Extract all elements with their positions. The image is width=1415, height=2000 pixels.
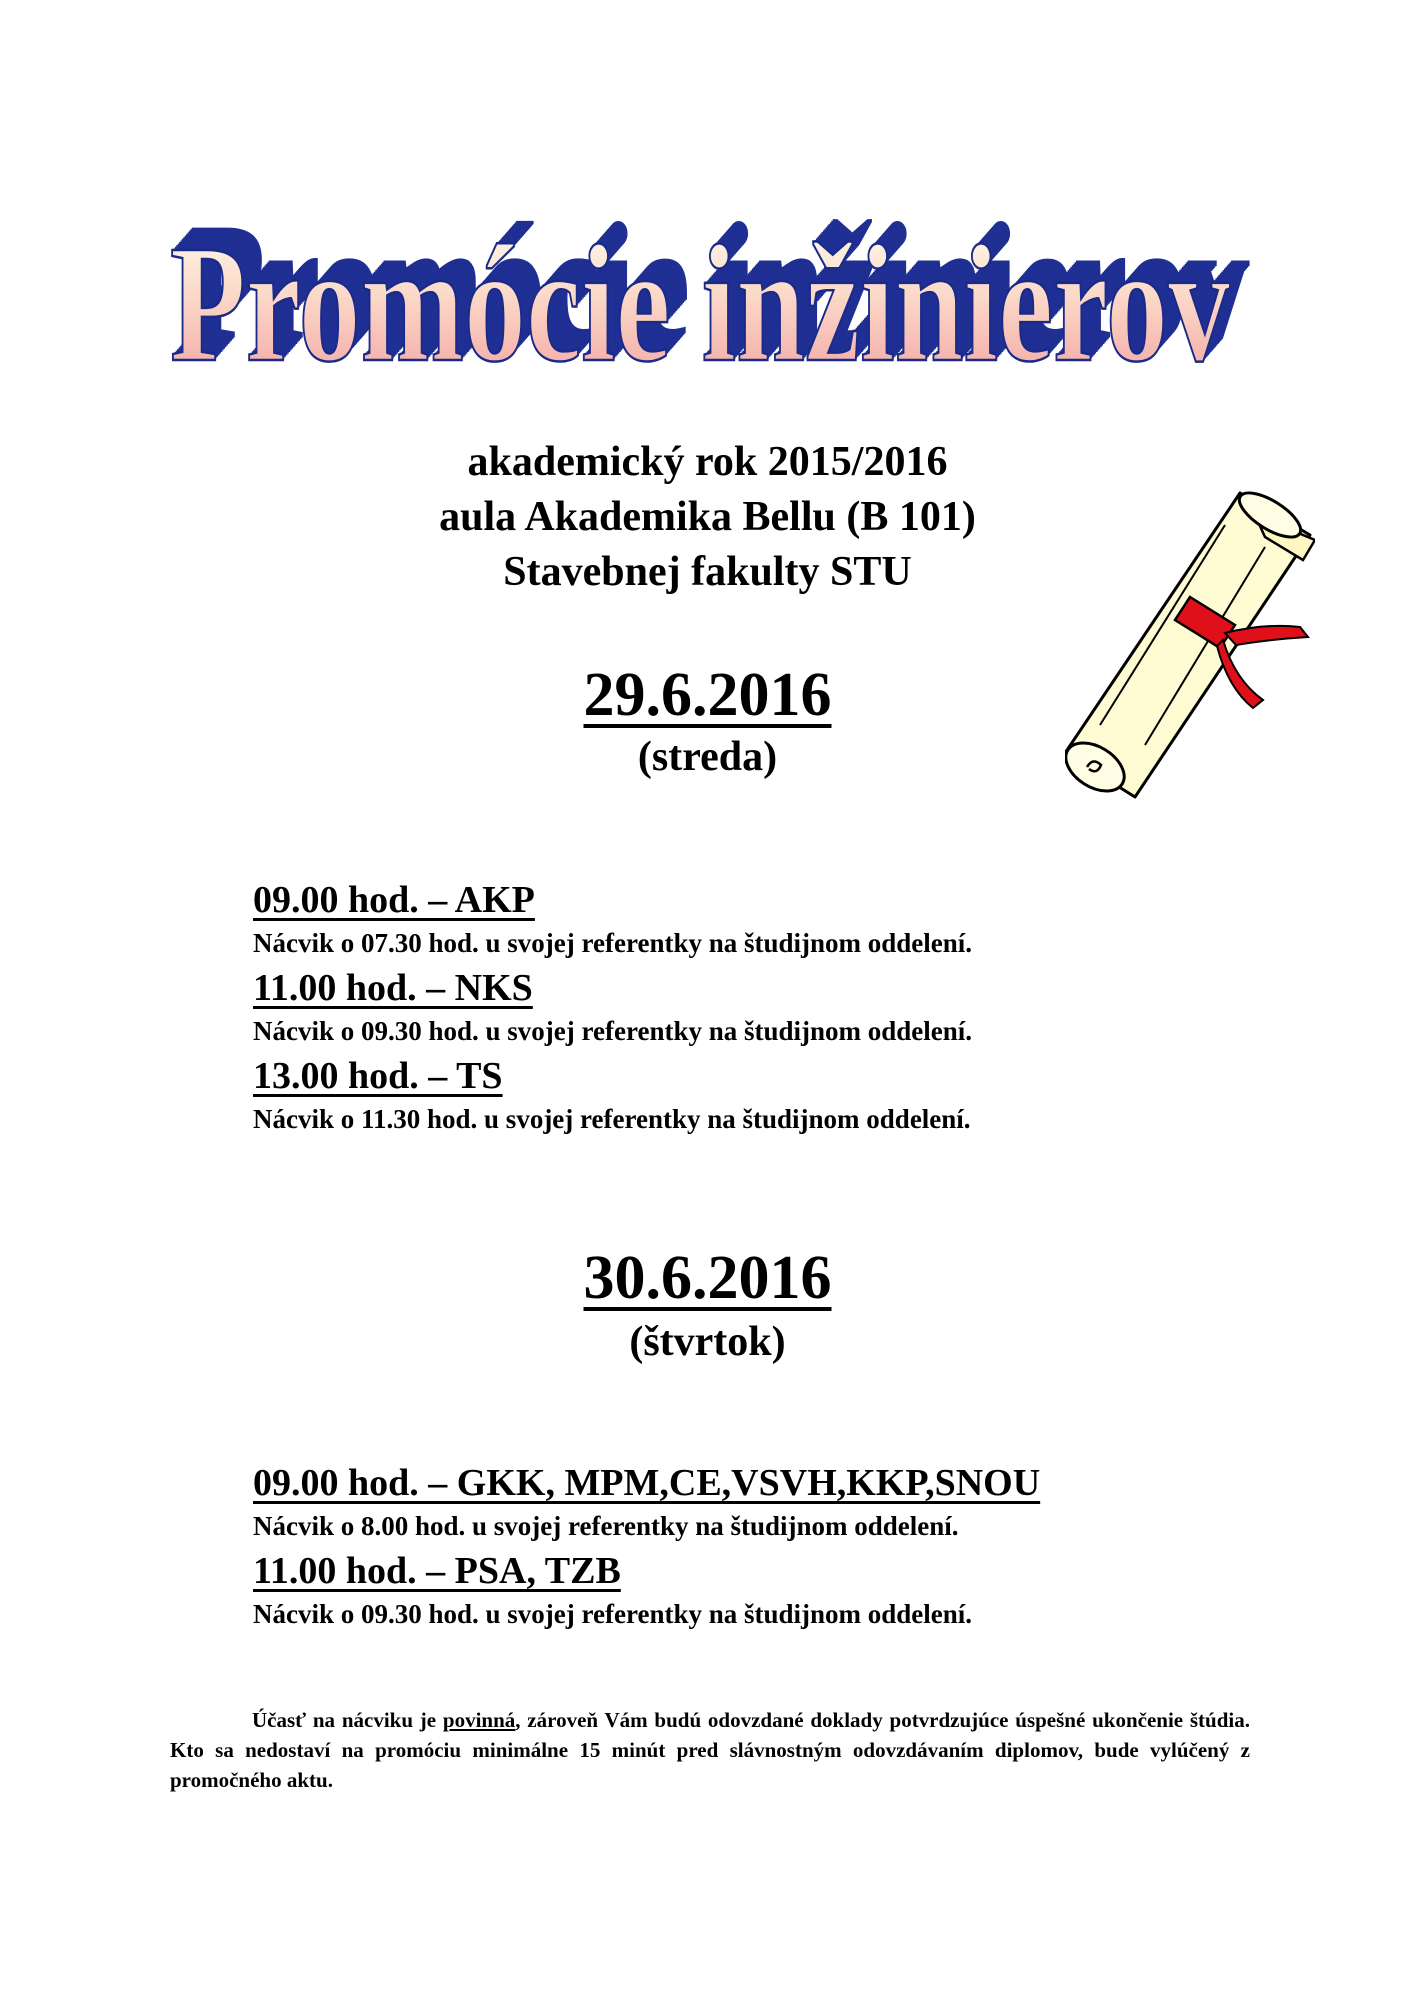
title-extrusion-layer: Promócie inžinierov (177, 203, 1237, 389)
slot-time: 11.00 hod. – NKS (253, 967, 533, 1009)
title-wordart (150, 150, 1280, 397)
page-title (150, 150, 1280, 397)
weekday-day-2: (štvrtok) (629, 1319, 786, 1365)
slot-time: 13.00 hod. – TS (253, 1055, 503, 1097)
venue-faculty: Stavebnej fakulty STU (503, 549, 912, 595)
attendance-notice (170, 1705, 1250, 1795)
slot-note: Nácvik o 11.30 hod. u svojej referentky na študijnom oddelení. (253, 1104, 971, 1134)
weekday-day-1: (streda) (637, 734, 778, 780)
date-day-2: 30.6.2016 (583, 1244, 832, 1312)
slot-note: Nácvik o 07.30 hod. u svojej referentky na študijnom oddelení. (253, 928, 973, 958)
academic-year: akademický rok 2015/2016 (467, 439, 948, 485)
slot-note: Nácvik o 8.00 hod. u svojej referentky na študijnom oddelení. (253, 1511, 959, 1541)
slot-note: Nácvik o 09.30 hod. u svojej referentky na študijnom oddelení. (253, 1016, 973, 1046)
title-extrusion-layer: Promócie inžinierov (186, 191, 1247, 378)
title-extrusion-layer: Promócie inžinierov (175, 204, 1236, 391)
title-extrusion-layer: Promócie inžinierov (178, 201, 1239, 388)
title-extrusion-layer: Promócie inžinierov (182, 196, 1243, 383)
title-extrusion-layer: Promócie inžinierov (188, 190, 1249, 377)
slot-time: 09.00 hod. – AKP (253, 879, 535, 921)
title-extrusion-layer: Promócie inžinierov (172, 207, 1233, 394)
title-extrusion-layer: Promócie inžinierov (181, 198, 1242, 385)
notice-emphasis: povinná (442, 1708, 516, 1732)
title-extrusion-layer: Promócie inžinierov (171, 209, 1232, 396)
slot-time: 11.00 hod. – PSA, TZB (253, 1550, 621, 1592)
schedule-day-2 (253, 1460, 1253, 1636)
slot-note: Nácvik o 09.30 hod. u svojej referentky na študijnom oddelení. (253, 1599, 973, 1629)
venue-hall: aula Akademika Bellu (B 101) (439, 494, 976, 540)
date-day-1: 29.6.2016 (583, 661, 832, 729)
notice-part-1: Účasť na nácviku je (252, 1708, 443, 1732)
title-extrusion-layer: Promócie inžinierov (189, 188, 1250, 375)
slot-time: 09.00 hod. – GKK, MPM,CE,VSVH,KKP,SNOU (253, 1462, 1041, 1504)
schedule-day-1 (253, 877, 1253, 1141)
notice-part-2: , zároveň Vám budú odovzdané doklady potvrdzujúce úspešné ukončenie štúdia. Kto sa nedostaví na promóciu minimálne 15 minút pred slávnostným odovzdávaním diplomov, bude vylúčený z promočného aktu. (170, 1708, 1250, 1792)
title-extrusion-layer: Promócie inžinierov (179, 199, 1240, 386)
title-extrusion-layer: Promócie inžinierov (174, 206, 1235, 393)
title-extrusion-layer: Promócie inžinierov (184, 195, 1244, 381)
title-text: Promócie inžinierov (170, 211, 1230, 397)
title-extrusion-layer: Promócie inžinierov (185, 193, 1246, 380)
